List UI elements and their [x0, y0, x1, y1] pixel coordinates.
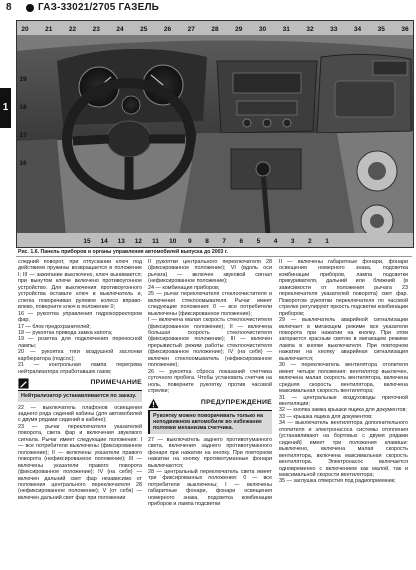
text-column-2: [148, 259, 272, 508]
note-box: [18, 378, 142, 401]
figure-callout-label: 15: [83, 238, 91, 245]
figure-callout-label: 14: [100, 238, 108, 245]
dashboard-illustration: [17, 21, 413, 247]
warning-box: [148, 398, 272, 434]
figure-callout-label: 3: [290, 238, 295, 245]
note-header: [18, 378, 142, 391]
figure-callout-label: 8: [205, 238, 209, 245]
dashboard-figure: [16, 20, 414, 248]
divider: [16, 256, 412, 257]
paragraph: 18 — рукоятка привода замка капота;: [18, 329, 113, 336]
figure-callout-label: 25: [140, 26, 148, 33]
figure-callout-label: 32: [306, 26, 314, 33]
note-title: ПРИМЕЧАНИЕ: [90, 379, 142, 387]
paragraph: 28 — центральный переключатель света имеет три фиксированных положения: 0 — все потребители выключены; I — включены габаритные фонари, фонари освещения номерного знака, подсветка комбинации приборов и лампа подсветки: [148, 469, 272, 508]
paragraph: 27 — выключатель заднего противотуманного света, включения заднего противотуманного фонаря при нажатии на кнопку. При повторном нажатии на кнопку противотуманные фонари выключаются;: [148, 436, 272, 469]
paragraph: 23 — рычаг переключателя указателей поворота, света фар и включения звукового сигнала. Рычаг имеет следующие положения: I — все потребители выключены (фиксированное положение); II — включены указатели правого поворота (нефиксированное положение); III — включены указатели правого поворота (фиксированное положение); IV (на себя) — включен дальний свет фар независимо от положения центрального переключателя 28 (нефиксированное положение); V (от себя) — включен дальний свет фар при положении: [18, 423, 142, 501]
figure-callout-label: 10: [169, 238, 177, 245]
figure-callout-label: 24: [116, 26, 124, 33]
figure-callout-label: 28: [211, 26, 219, 33]
figure-callout-label: 21: [45, 26, 53, 33]
figure-callout-label: 11: [152, 238, 160, 245]
figure-callout-label: 30: [258, 26, 267, 33]
text-column-1: [18, 259, 142, 501]
header-bullet-icon: [26, 4, 34, 12]
paragraph: 16 — рукоятка управления гидрокорректором фар;: [18, 310, 142, 324]
figure-caption: Рис. 1.6. Панель приборов и органы управления автомобилей выпуска до 2003 г.: [18, 249, 228, 255]
figure-callout-label: 36: [401, 26, 409, 33]
note-text: Нейтрализатор устанавливается по заказу.: [18, 391, 142, 401]
figure-callout-label: 7: [222, 238, 226, 245]
page-header: [0, 0, 416, 17]
chapter-tab: 1: [0, 88, 11, 128]
paragraph: 35 — заглушка отверстия под радиоприемник;: [279, 478, 396, 485]
figure-callout-label: 31: [282, 26, 290, 33]
note-pen-icon: [18, 378, 29, 389]
figure-callout-label: 12: [134, 238, 143, 245]
figure-callout-label: 22: [68, 26, 77, 33]
paragraph: следний поворот, при отпускании ключ под действием пружины возвращается в положение I; III — зажигание выключено, ключ вынимается; при вынутом ключе включено противоугонное устройство. Для выключения противоугонного устройства вставьте ключ в выключатель и, слегка поворачивая рулевое колесо вправо-влево, поверните ключ в положение 0;: [18, 259, 142, 311]
figure-callout-label: 1: [325, 238, 329, 245]
paragraph: 24 — комбинация приборов;: [148, 284, 220, 291]
paragraph: 31 — центральные воздуховоды приточной вентиляции;: [279, 394, 408, 407]
paragraph: 34 — выключатель вентилятора дополнительного отопителя и электронасоса системы отопления (устанавливают на бортовых с двумя рядами сидений) имеет три положения клавиши: выключено, включена малая скорость вентилятора, включена максимальная скорость вентилятора. Электронасос включается одновременно с включением как малой, так и максимальной скорости вентилятора;: [279, 420, 408, 478]
figure-callout-label: 35: [377, 26, 385, 33]
paragraph: II — включены габаритные фонари, фонари освещения номерного знака, подсветка комбинации приборов, лампа подсветки прикуривателя, дальний или ближний (в зависимости от положения рычага 23 переключателя указателей поворота) свет фар. Поворотом рукоятки переключателя по часовой стрелке регулируют яркость подсветки комбинации приборов;: [279, 259, 408, 317]
paragraph: 21 — контрольная лампа перегрева нейтрализатора отработавших газов;: [18, 362, 142, 375]
figure-callout-label: 33: [330, 26, 338, 33]
figure-callout-label: 16: [19, 160, 27, 167]
paragraph: 17 — блок предохранителей;: [18, 323, 91, 330]
paragraph: 29 — выключатель аварийной сигнализации включает в мигающем режиме все указатели поворота при нажатии на кнопку. При этом загорается красным светом в мигающем режиме лампа в кнопке выключателя. При повторном нажатии на кнопку аварийная сигнализация выключается;: [279, 317, 408, 362]
warning-text: Рукоятку можно поворачивать только на неподвижном автомобиле во избежание поломки механизма счетчика.: [148, 411, 272, 434]
figure-callout-label: 26: [163, 26, 172, 33]
text-column-3: [279, 259, 408, 485]
paragraph: 19 — розетка для подключения переносной лампы;: [18, 336, 142, 349]
figure-callout-label: 6: [239, 238, 244, 245]
figure-callout-label: 9: [188, 238, 192, 245]
paragraph: II рукоятки центрального переключателя 28 (фиксированное положение); VI (вдоль оси рычага) — включен звуковой сигнал (нефиксированное положение);: [148, 259, 272, 285]
paragraph: 33 — крышка ящика для документов;: [279, 413, 373, 420]
paragraph: 32 — кнопка замка крышки ящика для документов;: [279, 407, 407, 414]
book-title: ГАЗ-33021/2705 ГАЗЕЛЬ: [38, 2, 160, 13]
warning-title: ПРЕДУПРЕЖДЕНИЕ: [200, 398, 272, 406]
figure-callout-label: 19: [19, 76, 27, 83]
page-number: 8: [6, 2, 12, 13]
paragraph: 30 — переключатель вентилятора отопителя имеет четыре положения: вентилятор выключен, включена малая скорость вентилятора, включена средняя скорость вентилятора, включена максимальная скорость вентилятора;: [279, 362, 408, 395]
paragraph: 20 — рукоятка тяги воздушной заслонки карбюратора (подсос);: [18, 349, 142, 362]
figure-callout-label: 20: [21, 26, 29, 33]
warning-icon: [148, 398, 159, 409]
paragraph: 26 — рукоятка сброса показаний счетчика суточного пробега. Чтобы установить счетчик на ноль, поверните рукоятку против часовой стрелки;: [148, 368, 272, 395]
figure-callout-label: 17: [19, 132, 27, 139]
paragraph: 22 — выключатель плафонов освещения заднего ряда сидений кабины (для автомобилей с двумя рядами сидений в кабине);: [18, 404, 142, 424]
figure-callout-label: 4: [273, 238, 278, 245]
paragraph: 25 — рычаг переключателя стеклоочистителя и включения стеклоомывателя. Рычаг имеет следующие положения: 0 — все потребители выключены (фиксированное положение);: [148, 291, 272, 317]
paragraph: I — включена малая скорость стеклоочистителя (фиксированное положение); II — включена большая скорость стеклоочистителя (фиксированное положение); III — включен прерывистый режим работы стеклоочистителя (фиксированное положение); IV (на себя) — включен стеклоомыватель (нефиксированное положение);: [148, 317, 272, 369]
figure-callout-label: 18: [19, 104, 27, 111]
figure-callout-label: 34: [353, 26, 362, 33]
warning-header: [148, 398, 272, 411]
figure-callout-label: 13: [117, 238, 125, 245]
figure-callout-label: 23: [92, 26, 100, 33]
figure-callout-label: 2: [308, 238, 312, 245]
figure-callout-label: 27: [187, 26, 195, 33]
figure-callout-label: 29: [235, 26, 243, 33]
figure-callout-label: 5: [256, 238, 261, 245]
